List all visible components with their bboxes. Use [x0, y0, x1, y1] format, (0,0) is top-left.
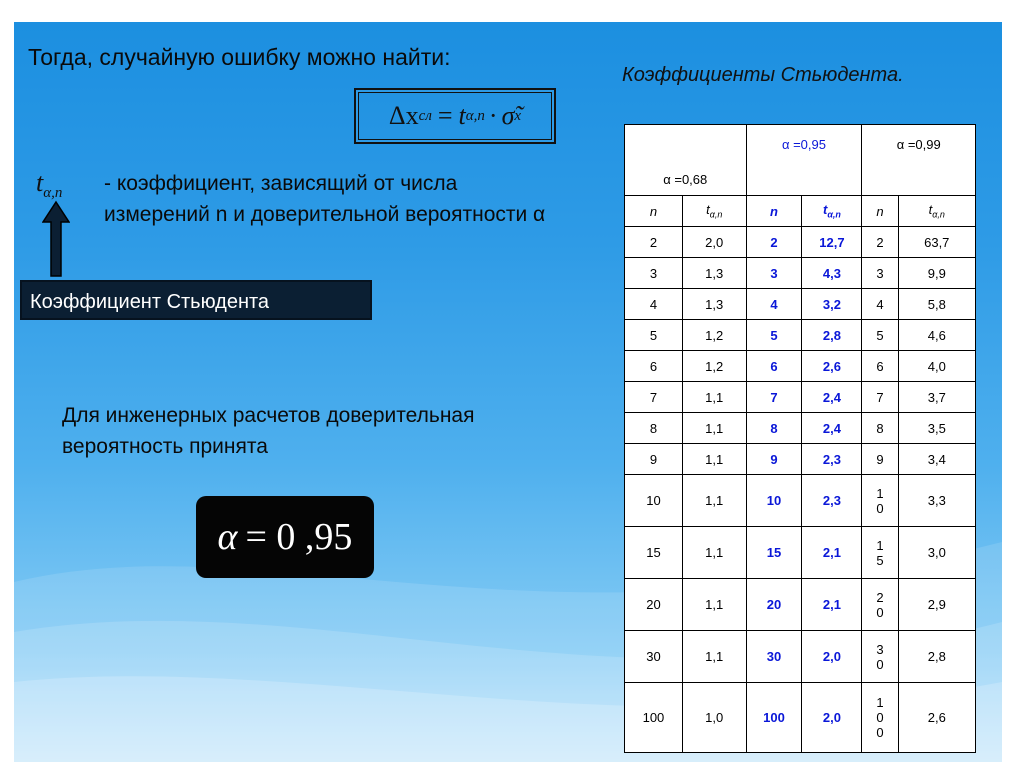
- cell-t-099: 9,9: [898, 258, 975, 289]
- cell-t-099: 2,8: [898, 631, 975, 683]
- formula-equals: =: [437, 101, 453, 130]
- col-n-2: n: [746, 196, 802, 227]
- formula-sigma-sub: x: [514, 107, 522, 124]
- cell-n-095: 30: [746, 631, 802, 683]
- cell-t-095: 2,4: [802, 382, 862, 413]
- group-header-068: α =0,68: [625, 125, 747, 196]
- formula-lhs-sub: сл: [418, 107, 432, 124]
- formula-dot: ·: [488, 101, 498, 130]
- cell-t-095: 12,7: [802, 227, 862, 258]
- cell-n-068: 6: [625, 351, 683, 382]
- cell-t-068: 1,3: [682, 289, 746, 320]
- cell-n-095: 7: [746, 382, 802, 413]
- cell-t-068: 1,1: [682, 631, 746, 683]
- cell-t-095: 4,3: [802, 258, 862, 289]
- cell-n-095: 6: [746, 351, 802, 382]
- cell-n-068: 15: [625, 527, 683, 579]
- cell-t-095: 3,2: [802, 289, 862, 320]
- cell-n-068: 9: [625, 444, 683, 475]
- cell-n-099: 2 0: [862, 579, 898, 631]
- cell-t-095: 2,4: [802, 413, 862, 444]
- cell-n-095: 10: [746, 475, 802, 527]
- table-row: [625, 382, 976, 413]
- cell-n-095: 15: [746, 527, 802, 579]
- cell-t-068: 1,2: [682, 320, 746, 351]
- cell-n-068: 5: [625, 320, 683, 351]
- cell-n-068: 100: [625, 683, 683, 753]
- table-row: [625, 683, 976, 753]
- t-sub: α,n: [43, 185, 63, 202]
- cell-n-068: 20: [625, 579, 683, 631]
- engineering-note: Для инженерных расчетов доверительная вероятность принята: [62, 404, 475, 458]
- cell-n-099: 3 0: [862, 631, 898, 683]
- cell-t-099: 3,7: [898, 382, 975, 413]
- col-t-3: $t_{\alpha,n}$: [898, 196, 975, 227]
- coefficient-description: - коэффициент, зависящий от числа измерений n и доверительной вероятности α: [104, 172, 546, 226]
- cell-n-095: 5: [746, 320, 802, 351]
- cell-t-099: 3,0: [898, 527, 975, 579]
- cell-t-099: 63,7: [898, 227, 975, 258]
- cell-n-068: 2: [625, 227, 683, 258]
- table-row: [625, 258, 976, 289]
- cell-n-099: 2: [862, 227, 898, 258]
- cell-n-095: 4: [746, 289, 802, 320]
- slide: [14, 22, 1002, 762]
- cell-t-095: 2,1: [802, 579, 862, 631]
- cell-n-068: 4: [625, 289, 683, 320]
- cell-n-068: 3: [625, 258, 683, 289]
- table-row: [625, 579, 976, 631]
- cell-t-068: 1,1: [682, 444, 746, 475]
- cell-t-099: 3,4: [898, 444, 975, 475]
- cell-n-099: 3: [862, 258, 898, 289]
- formula-sigma: σ̃: [501, 101, 515, 130]
- cell-t-068: 1,0: [682, 683, 746, 753]
- t-symbol: [36, 168, 62, 202]
- cell-n-099: 8: [862, 413, 898, 444]
- cell-t-099: 3,3: [898, 475, 975, 527]
- cell-t-095: 2,3: [802, 444, 862, 475]
- alpha-value-box: [196, 496, 374, 578]
- cell-t-095: 2,6: [802, 351, 862, 382]
- table-row: [625, 351, 976, 382]
- cell-t-068: 1,1: [682, 475, 746, 527]
- cell-n-095: 2: [746, 227, 802, 258]
- cell-t-068: 2,0: [682, 227, 746, 258]
- t-letter: t: [36, 168, 44, 197]
- cell-t-099: 2,6: [898, 683, 975, 753]
- cell-n-099: 5: [862, 320, 898, 351]
- group-header-099: α =0,99: [862, 125, 976, 196]
- cell-t-095: 2,1: [802, 527, 862, 579]
- cell-t-099: 4,0: [898, 351, 975, 382]
- cell-n-099: 4: [862, 289, 898, 320]
- cell-t-095: 2,8: [802, 320, 862, 351]
- cell-t-068: 1,3: [682, 258, 746, 289]
- cell-n-099: 1 0 0: [862, 683, 898, 753]
- formula-t-sub: α,n: [465, 107, 485, 124]
- table-row: [625, 444, 976, 475]
- table-row: [625, 320, 976, 351]
- cell-t-068: 1,2: [682, 351, 746, 382]
- table-header-cols: [625, 196, 976, 227]
- table-row: [625, 631, 976, 683]
- cell-n-095: 9: [746, 444, 802, 475]
- cell-n-095: 100: [746, 683, 802, 753]
- cell-n-068: 10: [625, 475, 683, 527]
- cell-n-095: 20: [746, 579, 802, 631]
- cell-t-068: 1,1: [682, 579, 746, 631]
- alpha-rest: = 0 ,95: [245, 516, 353, 558]
- table-row: [625, 289, 976, 320]
- cell-t-099: 3,5: [898, 413, 975, 444]
- cell-t-095: 2,0: [802, 631, 862, 683]
- group-header-095: α =0,95: [746, 125, 862, 196]
- table-title: Коэффициенты Стьюдента.: [622, 64, 904, 86]
- cell-t-095: 2,0: [802, 683, 862, 753]
- cell-n-095: 8: [746, 413, 802, 444]
- cell-t-068: 1,1: [682, 413, 746, 444]
- cell-n-099: 6: [862, 351, 898, 382]
- cell-t-068: 1,1: [682, 382, 746, 413]
- cell-n-099: 1 5: [862, 527, 898, 579]
- cell-t-099: 4,6: [898, 320, 975, 351]
- table-row: [625, 413, 976, 444]
- col-n-3: n: [862, 196, 898, 227]
- cell-t-099: 2,9: [898, 579, 975, 631]
- col-n-1: n: [625, 196, 683, 227]
- col-t-2: $t_{\alpha,n}$: [802, 196, 862, 227]
- arrow-up-icon: [42, 200, 70, 278]
- table-row: [625, 475, 976, 527]
- cell-t-095: 2,3: [802, 475, 862, 527]
- cell-t-099: 5,8: [898, 289, 975, 320]
- table-row: [625, 227, 976, 258]
- cell-t-068: 1,1: [682, 527, 746, 579]
- formula-lhs: Δx: [388, 101, 419, 130]
- cell-n-099: 7: [862, 382, 898, 413]
- col-t-1: $t_{\alpha,n}$: [682, 196, 746, 227]
- formula-t: t: [458, 101, 466, 130]
- cell-n-068: 30: [625, 631, 683, 683]
- table-header-groups: [625, 125, 976, 196]
- cell-n-095: 3: [746, 258, 802, 289]
- error-formula: [354, 88, 556, 144]
- student-table: [624, 124, 976, 753]
- student-coefficient-label: Коэффициент Стьюдента: [20, 280, 372, 320]
- cell-n-068: 7: [625, 382, 683, 413]
- cell-n-068: 8: [625, 413, 683, 444]
- cell-n-099: 1 0: [862, 475, 898, 527]
- heading: Тогда, случайную ошибку можно найти:: [28, 44, 451, 70]
- table-row: [625, 527, 976, 579]
- alpha-symbol: α: [217, 516, 238, 558]
- cell-n-099: 9: [862, 444, 898, 475]
